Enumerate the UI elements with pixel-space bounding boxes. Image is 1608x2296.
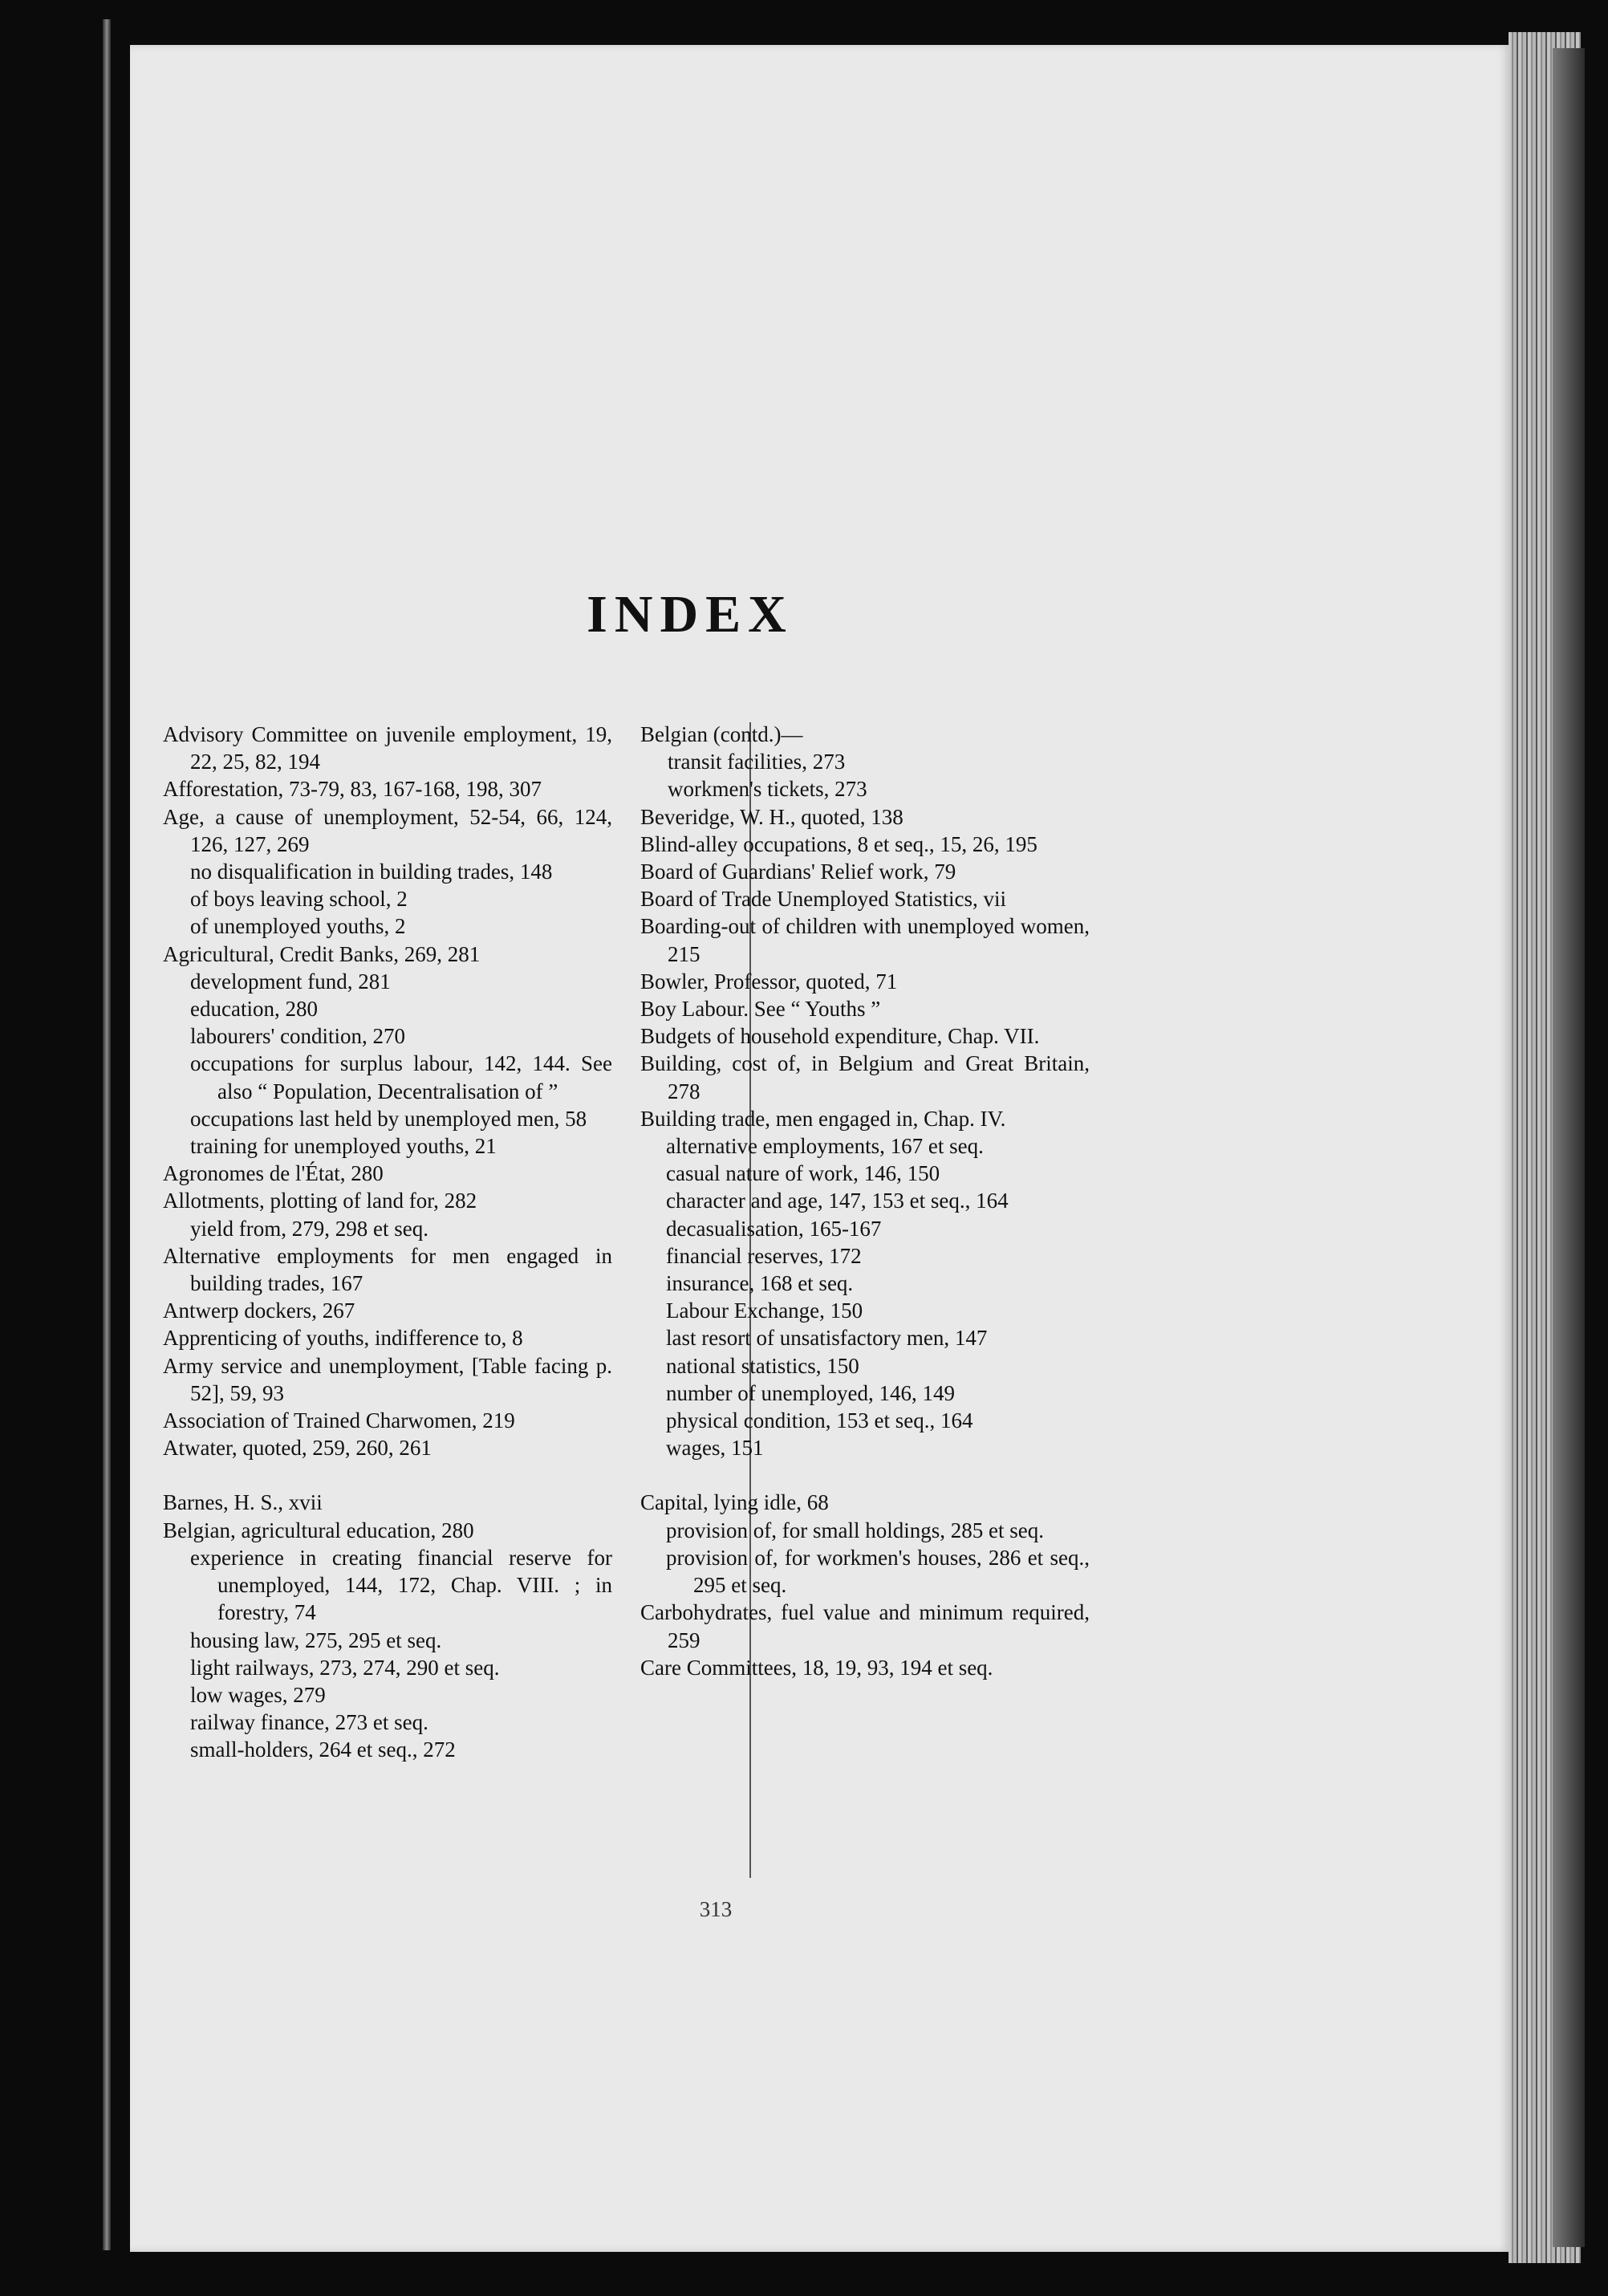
previous-page-edge (0, 0, 120, 2296)
index-entry: transit facilities, 273 (668, 750, 846, 774)
index-entry: provision of, for small holdings, 285 et seq. (666, 1518, 1044, 1542)
index-entry: Bowler, Professor, quoted, 71 (640, 969, 898, 994)
index-entry: Barnes, H. S., xvii (163, 1490, 323, 1515)
index-entry: Board of Trade Unemployed Statistics, vii (640, 887, 1006, 912)
index-entry: no disqualification in building trades, 148 (190, 859, 553, 884)
index-entry: Boarding-out of children with unemployed women, 215 (640, 914, 1090, 966)
index-entry: Apprenticing of youths, indifference to, 8 (163, 1326, 523, 1351)
page-number: 313 (699, 1897, 733, 1921)
index-entry: physical condition, 153 et seq., 164 (666, 1408, 973, 1433)
index-entry: Age, a cause of unemployment, 52-54, 66, 124, 126, 127, 269 (163, 804, 612, 856)
index-entry: Blind-alley occupations, 8 et seq., 15, 26, 195 (640, 831, 1037, 856)
page-title: INDEX (587, 585, 794, 644)
book-spine-shadow (1553, 48, 1585, 2247)
index-entry: experience in creating financial reserve for unemployed, 144, 172, Chap. VIII. ; in forestry, 74 (190, 1545, 612, 1625)
index-entry: railway finance, 273 et seq. (190, 1710, 428, 1735)
index-entry: wages, 151 (666, 1436, 764, 1461)
index-entry: of unemployed youths, 2 (190, 914, 406, 939)
index-entry: education, 280 (190, 997, 318, 1022)
index-entry: Carbohydrates, fuel value and minimum required, 259 (640, 1600, 1090, 1652)
index-entry: Building, cost of, in Belgium and Great Britain, 278 (640, 1051, 1090, 1103)
index-entry: Allotments, plotting of land for, 282 (163, 1189, 477, 1213)
index-entry: housing law, 275, 295 et seq. (190, 1628, 442, 1652)
index-entry: decasualisation, 165-167 (666, 1216, 882, 1241)
index-entry: casual nature of work, 146, 150 (666, 1161, 940, 1186)
index-entry: national statistics, 150 (666, 1353, 859, 1378)
index-entry: number of unemployed, 146, 149 (666, 1380, 955, 1405)
index-entry: Board of Guardians' Relief work, 79 (640, 859, 956, 884)
index-entry: insurance, 168 et seq. (666, 1271, 854, 1296)
index-entry: of boys leaving school, 2 (190, 887, 408, 912)
index-entry: Advisory Committee on juvenile employment, 19, 22, 25, 82, 194 (163, 722, 612, 774)
index-entry: labourers' condition, 270 (190, 1024, 406, 1049)
index-entry: Agricultural, Credit Banks, 269, 281 (163, 941, 481, 966)
previous-page-margin (103, 19, 111, 2250)
index-entry: workmen's tickets, 273 (668, 777, 867, 802)
index-entry: alternative employments, 167 et seq. (666, 1134, 984, 1159)
index-entry: occupations last held by unemployed men, 58 (190, 1106, 587, 1131)
index-entry: Budgets of household expenditure, Chap. VII. (640, 1024, 1040, 1049)
index-entry: Atwater, quoted, 259, 260, 261 (163, 1436, 432, 1461)
index-entry: Alternative employments for men engaged in building trades, 167 (163, 1243, 612, 1296)
index-entry: Capital, lying idle, 68 (640, 1490, 829, 1515)
index-entry: character and age, 147, 153 et seq., 164 (666, 1189, 1009, 1213)
index-entry: Boy Labour. See “ Youths ” (640, 997, 881, 1022)
index-entry: Agronomes de l'État, 280 (163, 1161, 384, 1186)
index-column-right (640, 721, 1090, 1681)
index-entry: last resort of unsatisfactory men, 147 (666, 1326, 988, 1351)
index-entry: development fund, 281 (190, 969, 391, 994)
index-column-left (163, 721, 612, 1764)
index-entry: Belgian (contd.)— (640, 722, 803, 746)
index-entry: Association of Trained Charwomen, 219 (163, 1408, 515, 1433)
index-entry: small-holders, 264 et seq., 272 (190, 1737, 456, 1762)
index-entry: training for unemployed youths, 21 (190, 1134, 497, 1159)
index-entry: yield from, 279, 298 et seq. (190, 1216, 428, 1241)
index-entry: Army service and unemployment, [Table facing p. 52], 59, 93 (163, 1353, 612, 1405)
index-entry: occupations for surplus labour, 142, 144. See also “ Population, Decentralisation of ” (190, 1051, 612, 1103)
index-entry: provision of, for workmen's houses, 286 et seq., 295 et seq. (666, 1545, 1090, 1598)
index-entry: Building trade, men engaged in, Chap. IV. (640, 1106, 1006, 1131)
index-entry: Antwerp dockers, 267 (163, 1298, 355, 1323)
index-entry: Afforestation, 73-79, 83, 167-168, 198, 307 (163, 777, 542, 802)
index-entry: Labour Exchange, 150 (666, 1298, 863, 1323)
index-entry: Belgian, agricultural education, 280 (163, 1518, 474, 1542)
index-entry: light railways, 273, 274, 290 et seq. (190, 1655, 500, 1680)
index-entry: Beveridge, W. H., quoted, 138 (640, 804, 903, 829)
index-entry: financial reserves, 172 (666, 1243, 862, 1268)
index-entry: low wages, 279 (190, 1682, 326, 1707)
index-entry: Care Committees, 18, 19, 93, 194 et seq. (640, 1655, 993, 1680)
